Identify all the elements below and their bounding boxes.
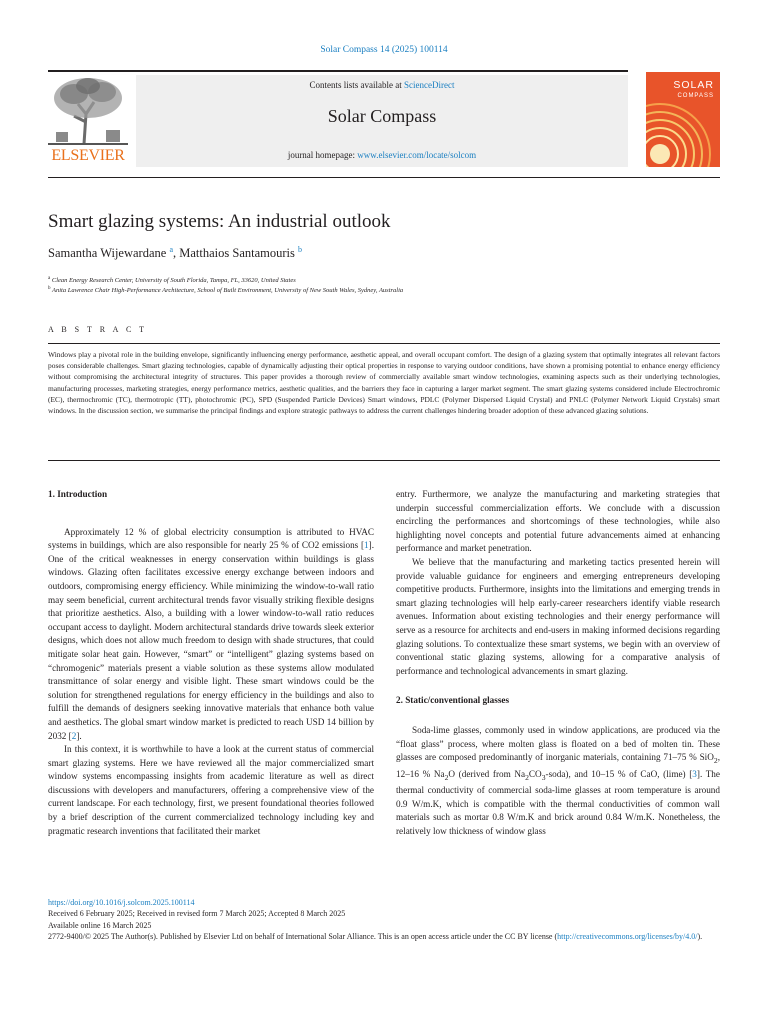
section-heading: 2. Static/conventional glasses <box>396 695 510 706</box>
body-paragraph: In this context, it is worthwhile to have a look at the current status of commercial smart glazing systems. Here we have reviewed all the major commercialized smart window systems encompassing insights from academic literature as well as direct discussions with developers and manufacturers, offering a comprehensive view of the current landscape. For each technology, first, we present foundational theories followed by a brief description of the current commercialized technology including key and pragmatic research inventions that facilitated their market <box>48 744 374 836</box>
subscript: 2 <box>525 772 529 782</box>
elsevier-wordmark: ELSEVIER <box>51 147 125 164</box>
license-link[interactable]: http://creativecommons.org/licenses/by/4.0/ <box>557 931 698 941</box>
contents-prefix: Contents lists available at <box>309 80 404 90</box>
paragraph-text: Soda-lime glasses, commonly used in window applications, are produced via the “float glass” process, where molten glass is floated on a bed of molten tin. These glasses are composed predominantly of inorganic materials, containing 71–75 % SiO <box>396 724 720 763</box>
subscript: 2 <box>444 772 449 782</box>
abstract-rule <box>48 343 720 344</box>
affiliation-marker[interactable]: a <box>169 245 174 254</box>
citation-link[interactable]: 2 <box>71 730 77 741</box>
citation-link[interactable]: 1 <box>364 540 369 551</box>
citation-link[interactable]: 3 <box>692 768 697 779</box>
article-footer <box>48 897 720 942</box>
paragraph-text: , 12–16 % Na <box>396 752 720 779</box>
paragraph-text: CO <box>528 768 542 779</box>
doi-link[interactable]: https://doi.org/10.1016/j.solcom.2025.100114 <box>48 898 195 907</box>
cover-subtitle: COMPASS <box>677 93 714 99</box>
section-heading: 1. Introduction <box>48 489 108 499</box>
journal-cover-image <box>646 72 720 167</box>
affiliation-a <box>48 276 296 284</box>
cover-title: SOLAR <box>673 79 714 91</box>
sciencedirect-link[interactable]: ScienceDirect <box>404 80 455 90</box>
affiliation-label: a <box>48 276 51 281</box>
abstract-bottom-rule <box>48 460 720 461</box>
license-text: 2772-9400/© 2025 The Author(s). Published by Elsevier Ltd on behalf of International Solar Alliance. This is an open access article under the CC BY license ( <box>48 931 558 941</box>
license-text: ). <box>697 931 703 941</box>
author-name[interactable]: Matthaios Santamouris <box>179 246 295 261</box>
body-paragraph: entry. Furthermore, we analyze the manufacturing and marketing strategies that underpin successful commercialization efforts. We conclude with a discussion encircling the performances and shortcomings of these technologies, while also highlighting novel concepts and potential future advancements aimed at enhancing performance and market penetration. <box>396 489 720 554</box>
affiliation-b <box>48 286 403 294</box>
header-top-rule <box>48 70 628 72</box>
journal-reference[interactable]: Solar Compass 14 (2025) 100114 <box>320 45 448 55</box>
received-dates: Received 6 February 2025; Received in revised form 7 March 2025; Accepted 8 March 2025 <box>48 909 346 919</box>
paragraph-text: O (derived from Na <box>448 768 526 779</box>
paragraph-text: ]. <box>76 730 82 741</box>
abstract-text: Windows play a pivotal role in the building envelope, significantly influencing energy performance, aesthetic appeal, and overall occupant comfort. The design of a glazing system that optimally integrates all relevant factors poses considerable challenges. Smart glazing technologies, capable of dynamically adjusting their optical properties in response to varying outdoor conditions, have shown a promising potential to enhance energy efficiency without compromising the architectural integrity of structures. This paper provides a thorough review of commercially available smart window technologies, examining aspects such as their underlying technologies, manufacturing processes, marketing strategies, energy performance metrics, aesthetic qualities, and the barriers they face in capturing a larger market segment. The smart glazing systems considered include Electrochromic (EC), thermochromic (TC), thermotropic (TT), photochromic (PC), SPD (Suspended Particle Devices) Smart windows, PDLC (Polymer Dispersed Liquid Crystal) and PNLC (Polymer Network Liquid Crystals) smart windows. In the discussion section, we summarise the principal findings and explore strategic pathways to address the current challenges hindering broader adoption of these advanced glazing solutions. <box>48 350 720 416</box>
journal-homepage-line <box>136 150 628 160</box>
body-column-left <box>48 488 374 838</box>
subscript: 2 <box>713 755 718 765</box>
homepage-prefix: journal homepage: <box>287 150 358 160</box>
contents-availability-line <box>136 80 628 90</box>
paragraph-text: ]. One of the critical weaknesses in energy conservation within buildings is glass windows. Glazing often facilitates excessive energy exchange between indoors and outdoors, compromising energy efficiency. While minimizing the window-to-wall ratio may seem beneficial, current architectural trends favor visually striking flexible designs that prioritize aesthetics. Also, a building with a lower window-to-wall ratio reduces occupant access to daylight. Modern architectural standards drive towards sleek exterior designs, which does not allow much freedom to design with shade structures, that could mitigate solar heat gain. However, “smart” or “intelligent” glazing systems based on “chromogenic” materials present a viable solution as these systems allow modulated transmittance of solar energy and visible light. These smart windows could be the solution for strengthened regulations for energy efficiency in the buildings and also to fulfill the demands of designers seeking innovative materials that enhance both value and aesthetics. The global smart window market is predicted to reach USD 14 billion by 2032 [ <box>48 540 374 741</box>
body-paragraph: We believe that the manufacturing and marketing tactics presented herein will provide valuable guidance for engineers and emerging entrepreneurs developing competitive products. Furthermore, insights into the limitations and emerging trends in smart glazing technologies will help early-career researchers identify viable research avenues. Information about existing technologies and their energy performance will serve as a resource for architects and end-users in making informed decisions regarding glazing solutions. To contextualize these smart systems, we begin with an overview of conventional static glazing systems, allowing for a comparative analysis of performance and technological advancements in smart glazing. <box>396 556 720 676</box>
affiliation-text: Anita Lawrence Chair High-Performance Architecture, School of Built Environment, University of New South Wales, Sydney, Australia <box>52 287 404 295</box>
paragraph-text: -soda), and 10–15 % of CaO, (lime) [ <box>545 768 693 779</box>
homepage-link[interactable]: www.elsevier.com/locate/solcom <box>357 150 477 160</box>
paragraph-text: Approximately 12 % of global electricity consumption is attributed to HVAC systems in buildings, which are also responsible for nearly 25 % of CO2 emissions [ <box>48 526 374 551</box>
paragraph-text: ]. The thermal conductivity of commercial soda-lime glasses at room temperature is around 0.9 W/m.K, which is compatible with the thermal conductivities of common wall materials such as mortar 0.8 W/m.K and brick around 0.84 W/m.K. Nonetheless, the relatively low thickness of window glass <box>396 768 720 836</box>
available-online-date: Available online 16 March 2025 <box>48 920 152 930</box>
header-bottom-rule <box>48 177 720 178</box>
author-list <box>48 245 302 261</box>
author-name[interactable]: Samantha Wijewardane <box>48 246 167 261</box>
body-column-right <box>396 488 720 838</box>
author-separator: , <box>173 246 180 261</box>
license-statement <box>48 931 720 942</box>
abstract-heading: A B S T R A C T <box>48 325 148 334</box>
affiliation-marker[interactable]: b <box>298 245 303 254</box>
subscript: 3 <box>541 772 546 782</box>
body-paragraph <box>396 724 720 838</box>
article-title: Smart glazing systems: An industrial outlook <box>48 211 391 232</box>
affiliation-text: Clean Energy Research Center, University of South Florida, Tampa, FL, 33620, United States <box>51 277 296 285</box>
journal-title: Solar Compass <box>327 106 437 126</box>
affiliation-label: b <box>48 286 51 291</box>
body-paragraph <box>48 526 374 744</box>
